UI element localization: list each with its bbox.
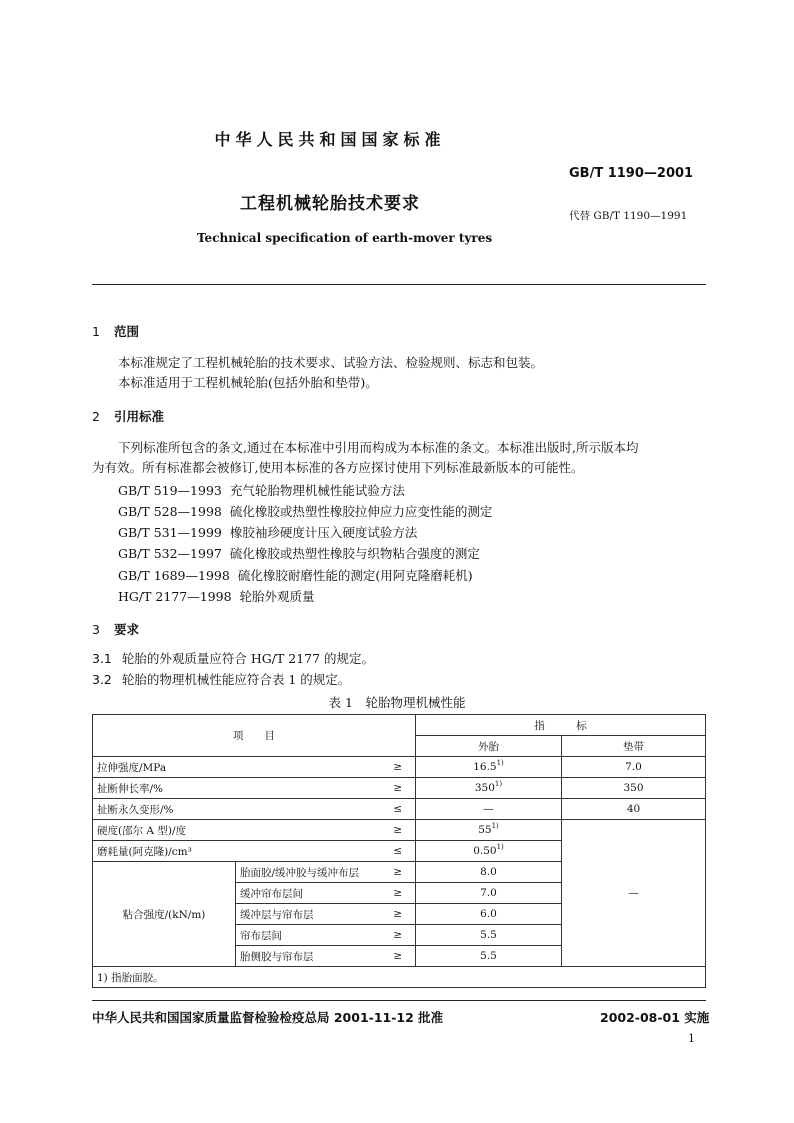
table-row <box>93 778 706 799</box>
section-number: 3 <box>92 622 100 637</box>
row-symbol: ≥ <box>381 778 416 799</box>
reference-code: GB/T 528—1998 <box>118 504 222 519</box>
header-divider <box>92 284 706 285</box>
row-tire-value: 55$^{1)}$ <box>416 820 562 841</box>
reference-code: HG/T 2177—1998 <box>118 589 232 604</box>
row-tire-value: 350$^{1)}$ <box>416 778 562 799</box>
reference-item <box>118 544 480 562</box>
section-number: 1 <box>92 324 100 339</box>
references-intro-line-2: 为有效。所有标准都会被修订,使用本标准的各方应探讨使用下列标准最新版本的可能性。 <box>92 460 584 475</box>
row-tire-value: 16.5$^{1)}$ <box>416 757 562 778</box>
references-intro-line-1: 下列标准所包含的条文,通过在本标准中引用而构成为本标准的条文。本标准出版时,所示版本均 <box>118 440 639 455</box>
row-label: 拉伸强度/MPa <box>93 757 381 778</box>
row-label: 扯断永久变形/% <box>93 799 381 820</box>
row-label: 磨耗量(阿克隆)/cm³ <box>93 841 381 862</box>
row-label: 缓冲层与帘布层 <box>236 904 381 925</box>
row-symbol: ≥ <box>381 904 416 925</box>
clause-text: 轮胎的物理机械性能应符合表 1 的规定。 <box>121 672 351 687</box>
properties-table <box>92 714 706 988</box>
clause-number: 3.1 <box>92 651 112 666</box>
row-label: 胎面胶/缓冲胶与缓冲布层 <box>236 862 381 883</box>
reference-item <box>118 523 417 541</box>
reference-item <box>118 566 473 584</box>
english-title: Technical specification of earth-mover tyres <box>197 231 493 245</box>
clause-number: 3.2 <box>92 672 112 687</box>
header-flap: 垫带 <box>562 736 706 757</box>
reference-title: 硫化橡胶或热塑性橡胶拉伸应力应变性能的测定 <box>229 504 493 519</box>
table-row <box>93 799 706 820</box>
reference-code: GB/T 532—1997 <box>118 546 222 561</box>
document-title: 工程机械轮胎技术要求 <box>240 194 420 214</box>
section-number: 2 <box>92 409 100 424</box>
row-tire-value: 5.5 <box>416 925 562 946</box>
reference-code: GB/T 531—1999 <box>118 525 222 540</box>
table-row <box>93 757 706 778</box>
reference-title: 硫化橡胶耐磨性能的测定(用阿克隆磨耗机) <box>237 568 473 583</box>
row-symbol: ≥ <box>381 925 416 946</box>
row-tire-value: 6.0 <box>416 904 562 925</box>
section-3-heading <box>92 620 139 638</box>
scope-paragraph-2: 本标准适用于工程机械轮胎(包括外胎和垫带)。 <box>118 375 378 390</box>
section-title: 范围 <box>114 324 140 339</box>
reference-title: 充气轮胎物理机械性能试验方法 <box>229 483 405 498</box>
reference-title: 橡胶袖珍硬度计压入硬度试验方法 <box>229 525 418 540</box>
row-tire-value: — <box>416 799 562 820</box>
row-symbol: ≥ <box>381 883 416 904</box>
row-label: 扯断伸长率/% <box>93 778 381 799</box>
implementation-date: 2002-08-01 实施 <box>600 1010 710 1025</box>
properties-table-wrapper <box>92 714 706 988</box>
row-flap-value: 7.0 <box>562 757 706 778</box>
row-symbol: ≤ <box>381 799 416 820</box>
standard-header: 中华人民共和国国家标准 <box>214 130 446 149</box>
replaces-note: 代替 GB/T 1190—1991 <box>569 210 688 222</box>
footer-divider <box>92 1000 706 1001</box>
header-tire: 外胎 <box>416 736 562 757</box>
row-tire-value: 0.50$^{1)}$ <box>416 841 562 862</box>
section-1-heading <box>92 322 139 340</box>
clause-text: 轮胎的外观质量应符合 HG/T 2177 的规定。 <box>121 651 375 666</box>
approval-note: 中华人民共和国国家质量监督检验检疫总局 2001-11-12 批准 <box>92 1010 444 1025</box>
clause-3-1 <box>92 650 374 668</box>
row-tire-value: 8.0 <box>416 862 562 883</box>
table-caption: 表 1 轮胎物理机械性能 <box>328 695 466 710</box>
reference-item <box>118 502 492 520</box>
header-item: 项 目 <box>93 715 416 757</box>
header-index: 指 标 <box>416 715 706 736</box>
row-flap-value: 350 <box>562 778 706 799</box>
reference-title: 硫化橡胶或热塑性橡胶与织物粘合强度的测定 <box>229 546 480 561</box>
standard-code: GB/T 1190—2001 <box>569 166 694 181</box>
section-title: 要求 <box>114 622 140 637</box>
row-flap-value: 40 <box>562 799 706 820</box>
row-symbol: ≥ <box>381 757 416 778</box>
row-symbol: ≥ <box>381 946 416 967</box>
section-title: 引用标准 <box>114 409 165 424</box>
scope-paragraph-1: 本标准规定了工程机械轮胎的技术要求、试验方法、检验规则、标志和包装。 <box>118 355 544 370</box>
row-symbol: ≥ <box>381 820 416 841</box>
flap-merged-value: — <box>562 820 706 967</box>
adhesion-group-label: 粘合强度/(kN/m) <box>93 862 236 967</box>
reference-code: GB/T 519—1993 <box>118 483 222 498</box>
clause-3-2 <box>92 671 350 689</box>
row-label: 帘布层间 <box>236 925 381 946</box>
table-footnote: 1) 指胎面胶。 <box>93 967 706 988</box>
row-symbol: ≤ <box>381 841 416 862</box>
reference-code: GB/T 1689—1998 <box>118 568 230 583</box>
reference-item <box>118 587 315 605</box>
section-2-heading <box>92 407 164 425</box>
page-number: 1 <box>688 1032 695 1045</box>
row-tire-value: 5.5 <box>416 946 562 967</box>
row-label: 硬度(邵尔 A 型)/度 <box>93 820 381 841</box>
row-label: 胎侧胶与帘布层 <box>236 946 381 967</box>
row-symbol: ≥ <box>381 862 416 883</box>
reference-item <box>118 481 405 499</box>
row-tire-value: 7.0 <box>416 883 562 904</box>
reference-title: 轮胎外观质量 <box>239 589 315 604</box>
row-label: 缓冲帘布层间 <box>236 883 381 904</box>
table-row <box>93 820 706 841</box>
